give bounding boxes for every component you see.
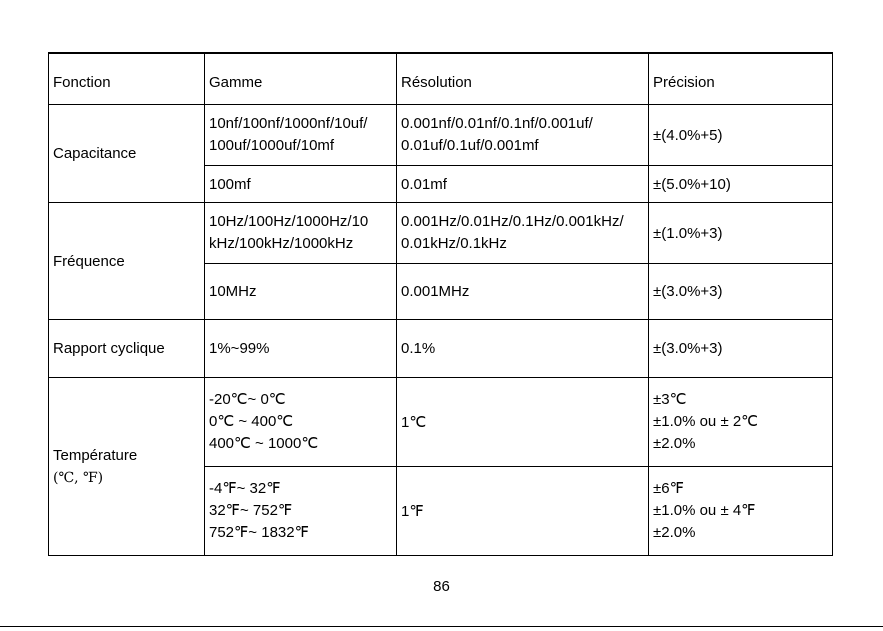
frequence-range-cell xyxy=(205,203,397,264)
capacitance-range-cell xyxy=(205,105,397,166)
page-number: 86 xyxy=(433,578,450,595)
celsius-resolution: 1℃ xyxy=(397,378,649,467)
header-precision: Précision xyxy=(649,53,833,105)
frequence-range-10mhz: 10MHz xyxy=(205,264,397,320)
frequence-range-line: 10Hz/100Hz/1000Hz/10 xyxy=(209,213,369,230)
table-header-row xyxy=(49,53,833,105)
fahrenheit-range-cell xyxy=(205,467,397,556)
frequence-range-line: kHz/100kHz/1000kHz xyxy=(209,235,354,252)
fahrenheit-precision-line: ±1.0% ou ± 4℉ xyxy=(653,502,756,519)
frequence-label: Fréquence xyxy=(49,203,205,320)
frequence-resolution-line: 0.001Hz/0.01Hz/0.1Hz/0.001kHz/ xyxy=(401,213,624,230)
capacitance-precision-100mf: ±(5.0%+10) xyxy=(649,166,833,203)
fahrenheit-precision-line: ±6℉ xyxy=(653,480,684,497)
capacitance-resolution-line: 0.01uf/0.1uf/0.001mf xyxy=(401,137,539,154)
frequence-precision: ±(1.0%+3) xyxy=(649,203,833,264)
celsius-range-line: 400℃ ~ 1000℃ xyxy=(209,435,319,452)
bottom-divider xyxy=(0,626,883,627)
fahrenheit-range-line: 32℉~ 752℉ xyxy=(209,502,293,519)
frequence-precision-10mhz: ±(3.0%+3) xyxy=(649,264,833,320)
capacitance-resolution-line: 0.001nf/0.01nf/0.1nf/0.001uf/ xyxy=(401,115,593,132)
fahrenheit-resolution: 1℉ xyxy=(397,467,649,556)
header-fonction: Fonction xyxy=(49,53,205,105)
frequence-resolution-line: 0.01kHz/0.1kHz xyxy=(401,235,507,252)
celsius-precision-cell xyxy=(649,378,833,467)
table-row xyxy=(49,105,833,166)
fahrenheit-precision-cell xyxy=(649,467,833,556)
fahrenheit-range-line: -4℉~ 32℉ xyxy=(209,480,281,497)
header-gamme: Gamme xyxy=(205,53,397,105)
temperature-label-cell xyxy=(49,378,205,556)
rapport-precision: ±(3.0%+3) xyxy=(649,320,833,378)
temperature-unit: (℃, ℉) xyxy=(53,469,104,486)
temperature-label: Température xyxy=(53,446,138,464)
table-row xyxy=(49,320,833,378)
frequence-resolution-cell xyxy=(397,203,649,264)
celsius-range-cell xyxy=(205,378,397,467)
celsius-precision-line: ±2.0% xyxy=(653,435,696,452)
table-row xyxy=(49,378,833,467)
capacitance-resolution-cell xyxy=(397,105,649,166)
rapport-label: Rapport cyclique xyxy=(49,320,205,378)
specifications-table xyxy=(48,52,833,556)
table-row xyxy=(49,203,833,264)
celsius-precision-line: ±1.0% ou ± 2℃ xyxy=(653,413,759,430)
celsius-range-line: 0℃ ~ 400℃ xyxy=(209,413,294,430)
rapport-range: 1%~99% xyxy=(205,320,397,378)
fahrenheit-precision-line: ±2.0% xyxy=(653,524,696,541)
capacitance-precision: ±(4.0%+5) xyxy=(649,105,833,166)
capacitance-resolution-100mf: 0.01mf xyxy=(397,166,649,203)
celsius-precision-line: ±3℃ xyxy=(653,391,687,408)
header-resolution: Résolution xyxy=(397,53,649,105)
fahrenheit-range-line: 752℉~ 1832℉ xyxy=(209,524,309,541)
capacitance-label: Capacitance xyxy=(49,105,205,203)
frequence-resolution-10mhz: 0.001MHz xyxy=(397,264,649,320)
capacitance-range-100mf: 100mf xyxy=(205,166,397,203)
celsius-range-line: -20℃~ 0℃ xyxy=(209,391,286,408)
capacitance-range-line: 100uf/1000uf/10mf xyxy=(209,137,335,154)
capacitance-range-line: 10nf/100nf/1000nf/10uf/ xyxy=(209,115,368,132)
rapport-resolution: 0.1% xyxy=(397,320,649,378)
